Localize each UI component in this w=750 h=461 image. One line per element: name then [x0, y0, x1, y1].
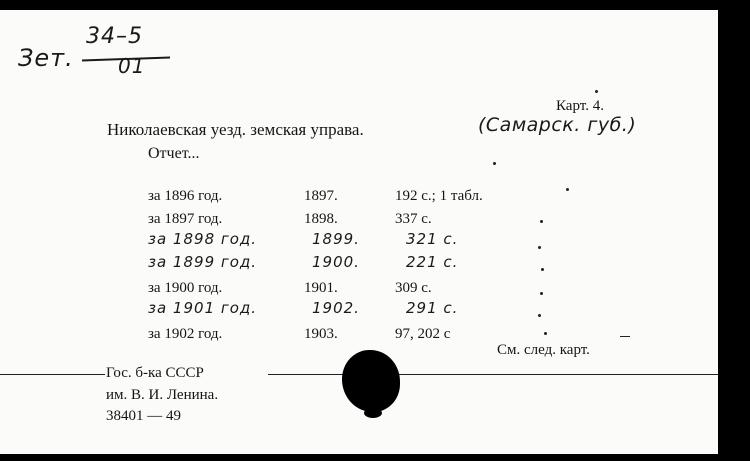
report-title: Отчет...: [148, 145, 200, 162]
entry-pub-year: 1901.: [304, 280, 338, 296]
entry-pub-year: 1903.: [304, 326, 338, 342]
handwritten-code-top: 34–5: [86, 24, 143, 49]
punch-hole-tail: [364, 408, 382, 418]
library-named-after: им. В. И. Ленина.: [106, 387, 219, 403]
catalog-card: [0, 10, 718, 454]
rule-right: [268, 374, 718, 375]
handwritten-code-prefix: Зет.: [18, 44, 74, 72]
speck: [540, 292, 543, 295]
speck: [595, 90, 598, 93]
speck: [493, 162, 496, 165]
entry-extent: 337 с.: [395, 211, 432, 227]
entry-extent: 309 с.: [395, 280, 432, 296]
entry-extent: 221 с.: [406, 253, 459, 271]
entry-extent: 97, 202 с: [395, 326, 451, 342]
entry-extent: 192 с.; 1 табл.: [395, 188, 483, 204]
entry-pub-year: 1897.: [304, 188, 338, 204]
rule-left: [0, 374, 105, 375]
speck: [544, 332, 547, 335]
punch-hole: [342, 350, 400, 412]
entry-period: за 1896 год.: [148, 188, 223, 204]
entry-extent: 321 с.: [406, 230, 459, 248]
entry-period: за 1900 год.: [148, 280, 223, 296]
entry-period: за 1898 год.: [148, 230, 258, 248]
see-next-card: См. след. карт.: [497, 342, 590, 358]
entry-period: за 1899 год.: [148, 253, 258, 271]
speck: [540, 220, 543, 223]
entry-period: за 1897 год.: [148, 211, 223, 227]
library-accession: 38401 — 49: [106, 408, 181, 424]
entry-pub-year: 1898.: [304, 211, 338, 227]
library-name: Гос. б-ка СССР: [106, 365, 204, 381]
entry-pub-year: 1899.: [312, 230, 360, 248]
speck: [566, 188, 569, 191]
handwritten-code-bottom: 01: [118, 54, 146, 78]
speck: [541, 268, 544, 271]
entry-extent: 291 с.: [406, 299, 459, 317]
speck-dash: [620, 336, 630, 337]
author-heading: Николаевская уезд. земская управа.: [107, 120, 364, 139]
speck: [538, 246, 541, 249]
entry-pub-year: 1902.: [312, 299, 360, 317]
entry-period: за 1902 год.: [148, 326, 223, 342]
card-number: Карт. 4.: [556, 98, 604, 114]
speck: [538, 314, 541, 317]
handwritten-region: (Самарск. губ.): [478, 114, 637, 136]
entry-period: за 1901 год.: [148, 299, 258, 317]
entry-pub-year: 1900.: [312, 253, 360, 271]
